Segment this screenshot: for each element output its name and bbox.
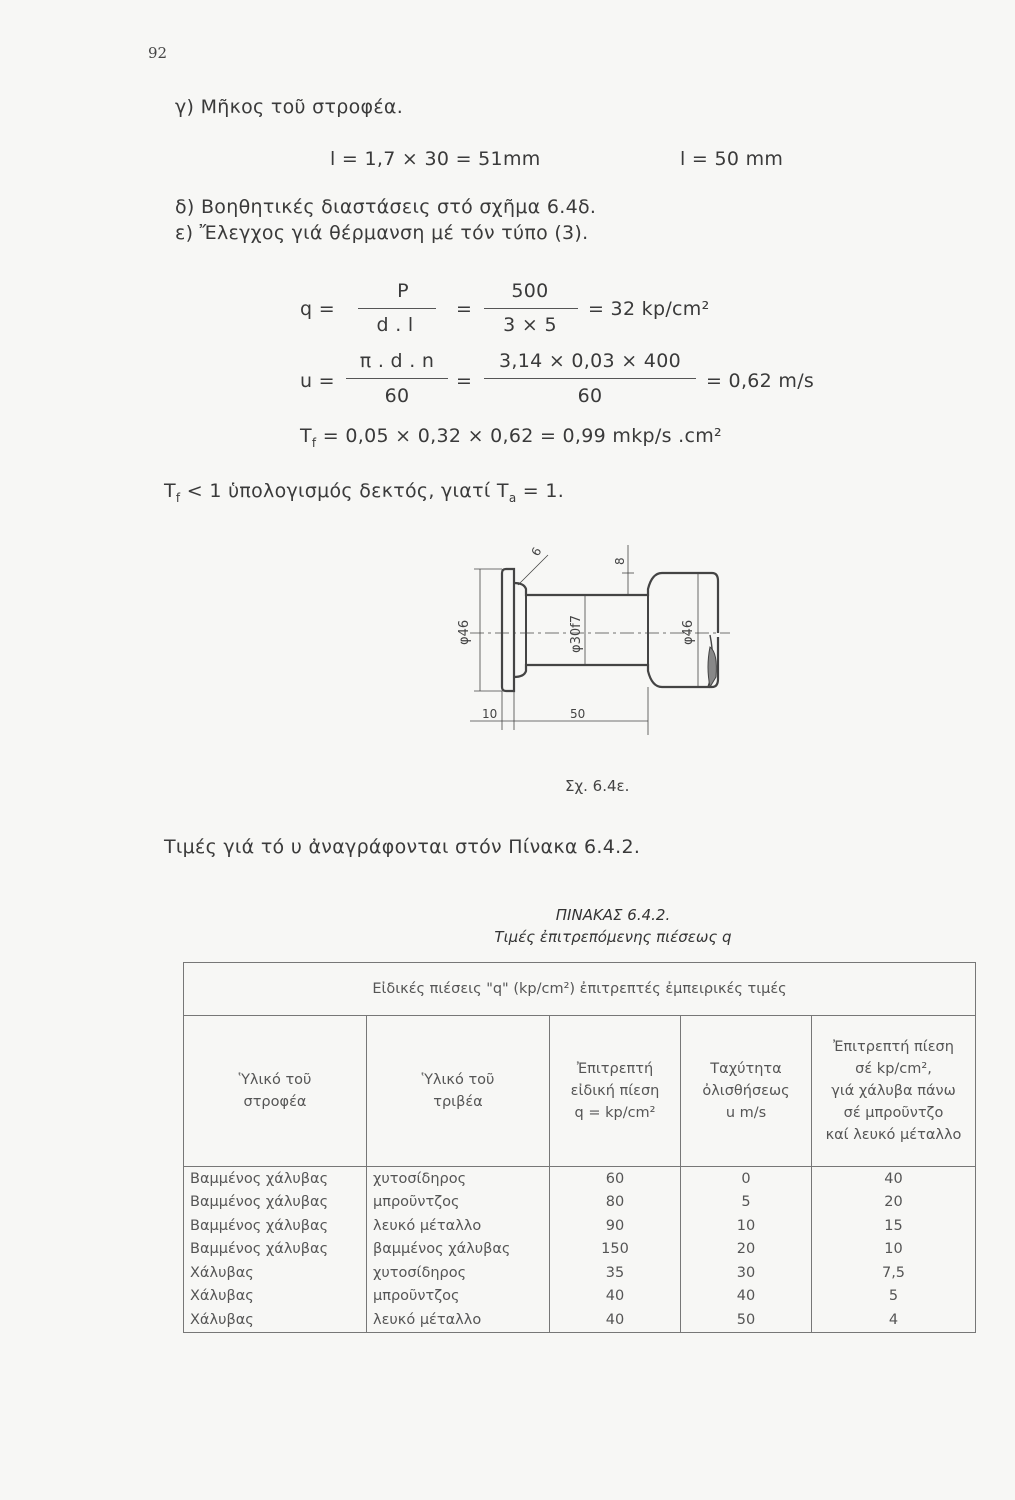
section-epsilon: ε) Ἔλεγχος γιά θέρμανση μέ τόν τύπο (3). bbox=[175, 222, 589, 244]
col4-line1: Ταχύτητα bbox=[710, 1061, 782, 1077]
col5-line2: σέ kp/cm², bbox=[855, 1061, 932, 1077]
eq-q-lhs: q = bbox=[300, 298, 335, 320]
eq-tf-symbol: T bbox=[300, 425, 312, 447]
eq-tf-sub: f bbox=[311, 435, 317, 450]
cell-bearing: μπροῦντζος bbox=[367, 1285, 550, 1309]
cell-bearing: μπροῦντζος bbox=[367, 1191, 550, 1215]
table-main-header-row bbox=[184, 963, 976, 1016]
cell-pressure: 35 bbox=[550, 1261, 681, 1285]
eq-u-lhs: u = bbox=[300, 370, 335, 392]
cell-pressure: 40 bbox=[550, 1308, 681, 1332]
cell-speed: 10 bbox=[681, 1214, 812, 1238]
cell-journal: Χάλυβας bbox=[184, 1308, 367, 1332]
cell-bearing: χυτοσίδηρος bbox=[367, 1261, 550, 1285]
table-title: ΠΙΝΑΚΑΣ 6.4.2. bbox=[555, 906, 671, 924]
col1-line2: στροφέα bbox=[243, 1094, 307, 1110]
cell-pressure: 90 bbox=[550, 1214, 681, 1238]
cell-speed: 50 bbox=[681, 1308, 812, 1332]
cell-allowed: 10 bbox=[884, 1241, 903, 1258]
formula-length-calc: l = 1,7 × 30 = 51mm bbox=[330, 148, 541, 170]
eq-u-fraction-line-2 bbox=[484, 378, 696, 379]
table-subtitle: Τιμές ἐπιτρεπόμενης πιέσεως q bbox=[494, 928, 732, 946]
table-row bbox=[184, 1167, 976, 1191]
eq-q-fraction-line-1 bbox=[358, 308, 436, 309]
cell-allowed: 5 bbox=[888, 1288, 899, 1305]
dim-50: 50 bbox=[570, 707, 586, 721]
dim-phi46-left: φ46 bbox=[457, 619, 472, 645]
col5-line5: καί λευκό μέταλλο bbox=[825, 1127, 962, 1143]
col4-line2: ὀλισθήσεως bbox=[702, 1083, 790, 1099]
cell-pressure: 40 bbox=[550, 1285, 681, 1309]
eq-q-den2: 3 × 5 bbox=[503, 314, 557, 336]
eq-q-den1: d . l bbox=[376, 314, 414, 336]
conclusion-sub2: a bbox=[508, 490, 517, 505]
section-gamma-heading: γ) Μῆκος τοῦ στροφέα. bbox=[175, 96, 404, 118]
eq-q-num2: 500 bbox=[511, 280, 549, 302]
conclusion-t: T bbox=[164, 480, 176, 502]
values-sentence: Τιμές γιά τό υ ἀναγράφονται στόν Πίνακα 6.4.2. bbox=[164, 836, 641, 858]
cell-journal: Βαμμένος χάλυβας bbox=[184, 1238, 367, 1262]
dim-phi30f7: φ30f7 bbox=[569, 615, 584, 653]
eq-tf-expression: = 0,05 × 0,32 × 0,62 = 0,99 mkp/s .cm² bbox=[316, 425, 722, 447]
cell-allowed: 20 bbox=[884, 1194, 903, 1211]
eq-q-result: = 32 kp/cm² bbox=[588, 298, 710, 320]
eq-q-num1: P bbox=[397, 280, 409, 302]
cell-speed: 40 bbox=[681, 1285, 812, 1309]
cell-journal: Χάλυβας bbox=[184, 1285, 367, 1309]
table-row bbox=[184, 1238, 976, 1262]
cell-speed: 0 bbox=[681, 1167, 812, 1191]
table-row bbox=[184, 1308, 976, 1332]
table-row bbox=[184, 1191, 976, 1215]
col-header-allowed-pressure bbox=[550, 1016, 681, 1167]
eq-u-den2: 60 bbox=[577, 385, 603, 407]
formula-length-result: l = 50 mm bbox=[680, 148, 784, 170]
table-row bbox=[184, 1285, 976, 1309]
dim-6: 6 bbox=[528, 544, 545, 559]
cell-journal: Βαμμένος χάλυβας bbox=[184, 1191, 367, 1215]
eq-u-result: = 0,62 m/s bbox=[706, 370, 815, 392]
cell-pressure: 80 bbox=[550, 1191, 681, 1215]
cell-speed: 5 bbox=[681, 1191, 812, 1215]
col-header-allowed-pressure-steel bbox=[812, 1016, 976, 1167]
cell-journal: Βαμμένος χάλυβας bbox=[184, 1214, 367, 1238]
col3-line1: Ἐπιτρεπτή bbox=[576, 1061, 654, 1077]
eq-u-num1: π . d . n bbox=[359, 350, 435, 372]
conclusion-end: = 1. bbox=[516, 480, 565, 502]
table-row bbox=[184, 1261, 976, 1285]
col-header-journal-material bbox=[184, 1016, 367, 1167]
col3-line2: εἰδική πίεση bbox=[570, 1083, 660, 1099]
col-header-sliding-speed bbox=[681, 1016, 812, 1167]
figure-caption: Σχ. 6.4ε. bbox=[565, 777, 630, 795]
equation-tf bbox=[300, 425, 722, 450]
cell-allowed: 7,5 bbox=[881, 1264, 906, 1281]
eq-u-equals: = bbox=[456, 370, 473, 392]
col2-line2: τριβέα bbox=[433, 1094, 483, 1110]
cell-journal: Χάλυβας bbox=[184, 1261, 367, 1285]
conclusion-line bbox=[164, 480, 564, 505]
eq-u-den1: 60 bbox=[384, 385, 410, 407]
eq-q-fraction-line-2 bbox=[484, 308, 578, 309]
dim-10: 10 bbox=[482, 707, 498, 721]
dim-phi46-right: φ46 bbox=[681, 619, 696, 645]
col5-line4: σέ μπροῦντζο bbox=[843, 1105, 944, 1121]
cell-speed: 30 bbox=[681, 1261, 812, 1285]
conclusion-sub: f bbox=[175, 490, 181, 505]
cell-journal: Βαμμένος χάλυβας bbox=[184, 1167, 367, 1191]
section-delta: δ) Βοηθητικές διαστάσεις στό σχῆμα 6.4δ. bbox=[175, 196, 597, 218]
cell-allowed: 15 bbox=[884, 1217, 903, 1234]
cell-bearing: λευκό μέταλλο bbox=[367, 1214, 550, 1238]
col-header-bearing-material bbox=[367, 1016, 550, 1167]
eq-q-equals: = bbox=[456, 298, 473, 320]
eq-u-fraction-line-1 bbox=[346, 378, 448, 379]
cell-pressure: 60 bbox=[550, 1167, 681, 1191]
cell-pressure: 150 bbox=[550, 1238, 681, 1262]
eq-u-num2: 3,14 × 0,03 × 400 bbox=[499, 350, 681, 372]
cell-bearing: λευκό μέταλλο bbox=[367, 1308, 550, 1332]
pressure-table bbox=[183, 962, 976, 1333]
col5-line1: Ἐπιτρεπτή πίεση bbox=[833, 1039, 954, 1055]
table-column-header-row bbox=[184, 1016, 976, 1167]
table-main-header: Εἰδικές πιέσεις "q" (kp/cm²) ἐπιτρεπτές ἐμπειρικές τιμές bbox=[184, 963, 976, 1016]
cell-bearing: βαμμένος χάλυβας bbox=[367, 1238, 550, 1262]
table-row bbox=[184, 1214, 976, 1238]
cell-allowed: 4 bbox=[888, 1311, 899, 1328]
cell-speed: 20 bbox=[681, 1238, 812, 1262]
col2-line1: Ὑλικό τοῦ bbox=[421, 1072, 495, 1088]
cell-bearing: χυτοσίδηρος bbox=[367, 1167, 550, 1191]
page-number: 92 bbox=[148, 44, 168, 62]
conclusion-text: < 1 ὑπολογισμός δεκτός, γιατί T bbox=[180, 480, 509, 502]
col4-line3: u m/s bbox=[725, 1105, 767, 1121]
col3-line3: q = kp/cm² bbox=[574, 1105, 656, 1121]
col5-line3: γιά χάλυβα πάνω bbox=[831, 1083, 956, 1099]
journal-drawing bbox=[440, 535, 740, 750]
col1-line1: Ὑλικό τοῦ bbox=[238, 1072, 312, 1088]
cell-allowed: 40 bbox=[884, 1170, 903, 1187]
dim-8: 8 bbox=[613, 557, 627, 565]
